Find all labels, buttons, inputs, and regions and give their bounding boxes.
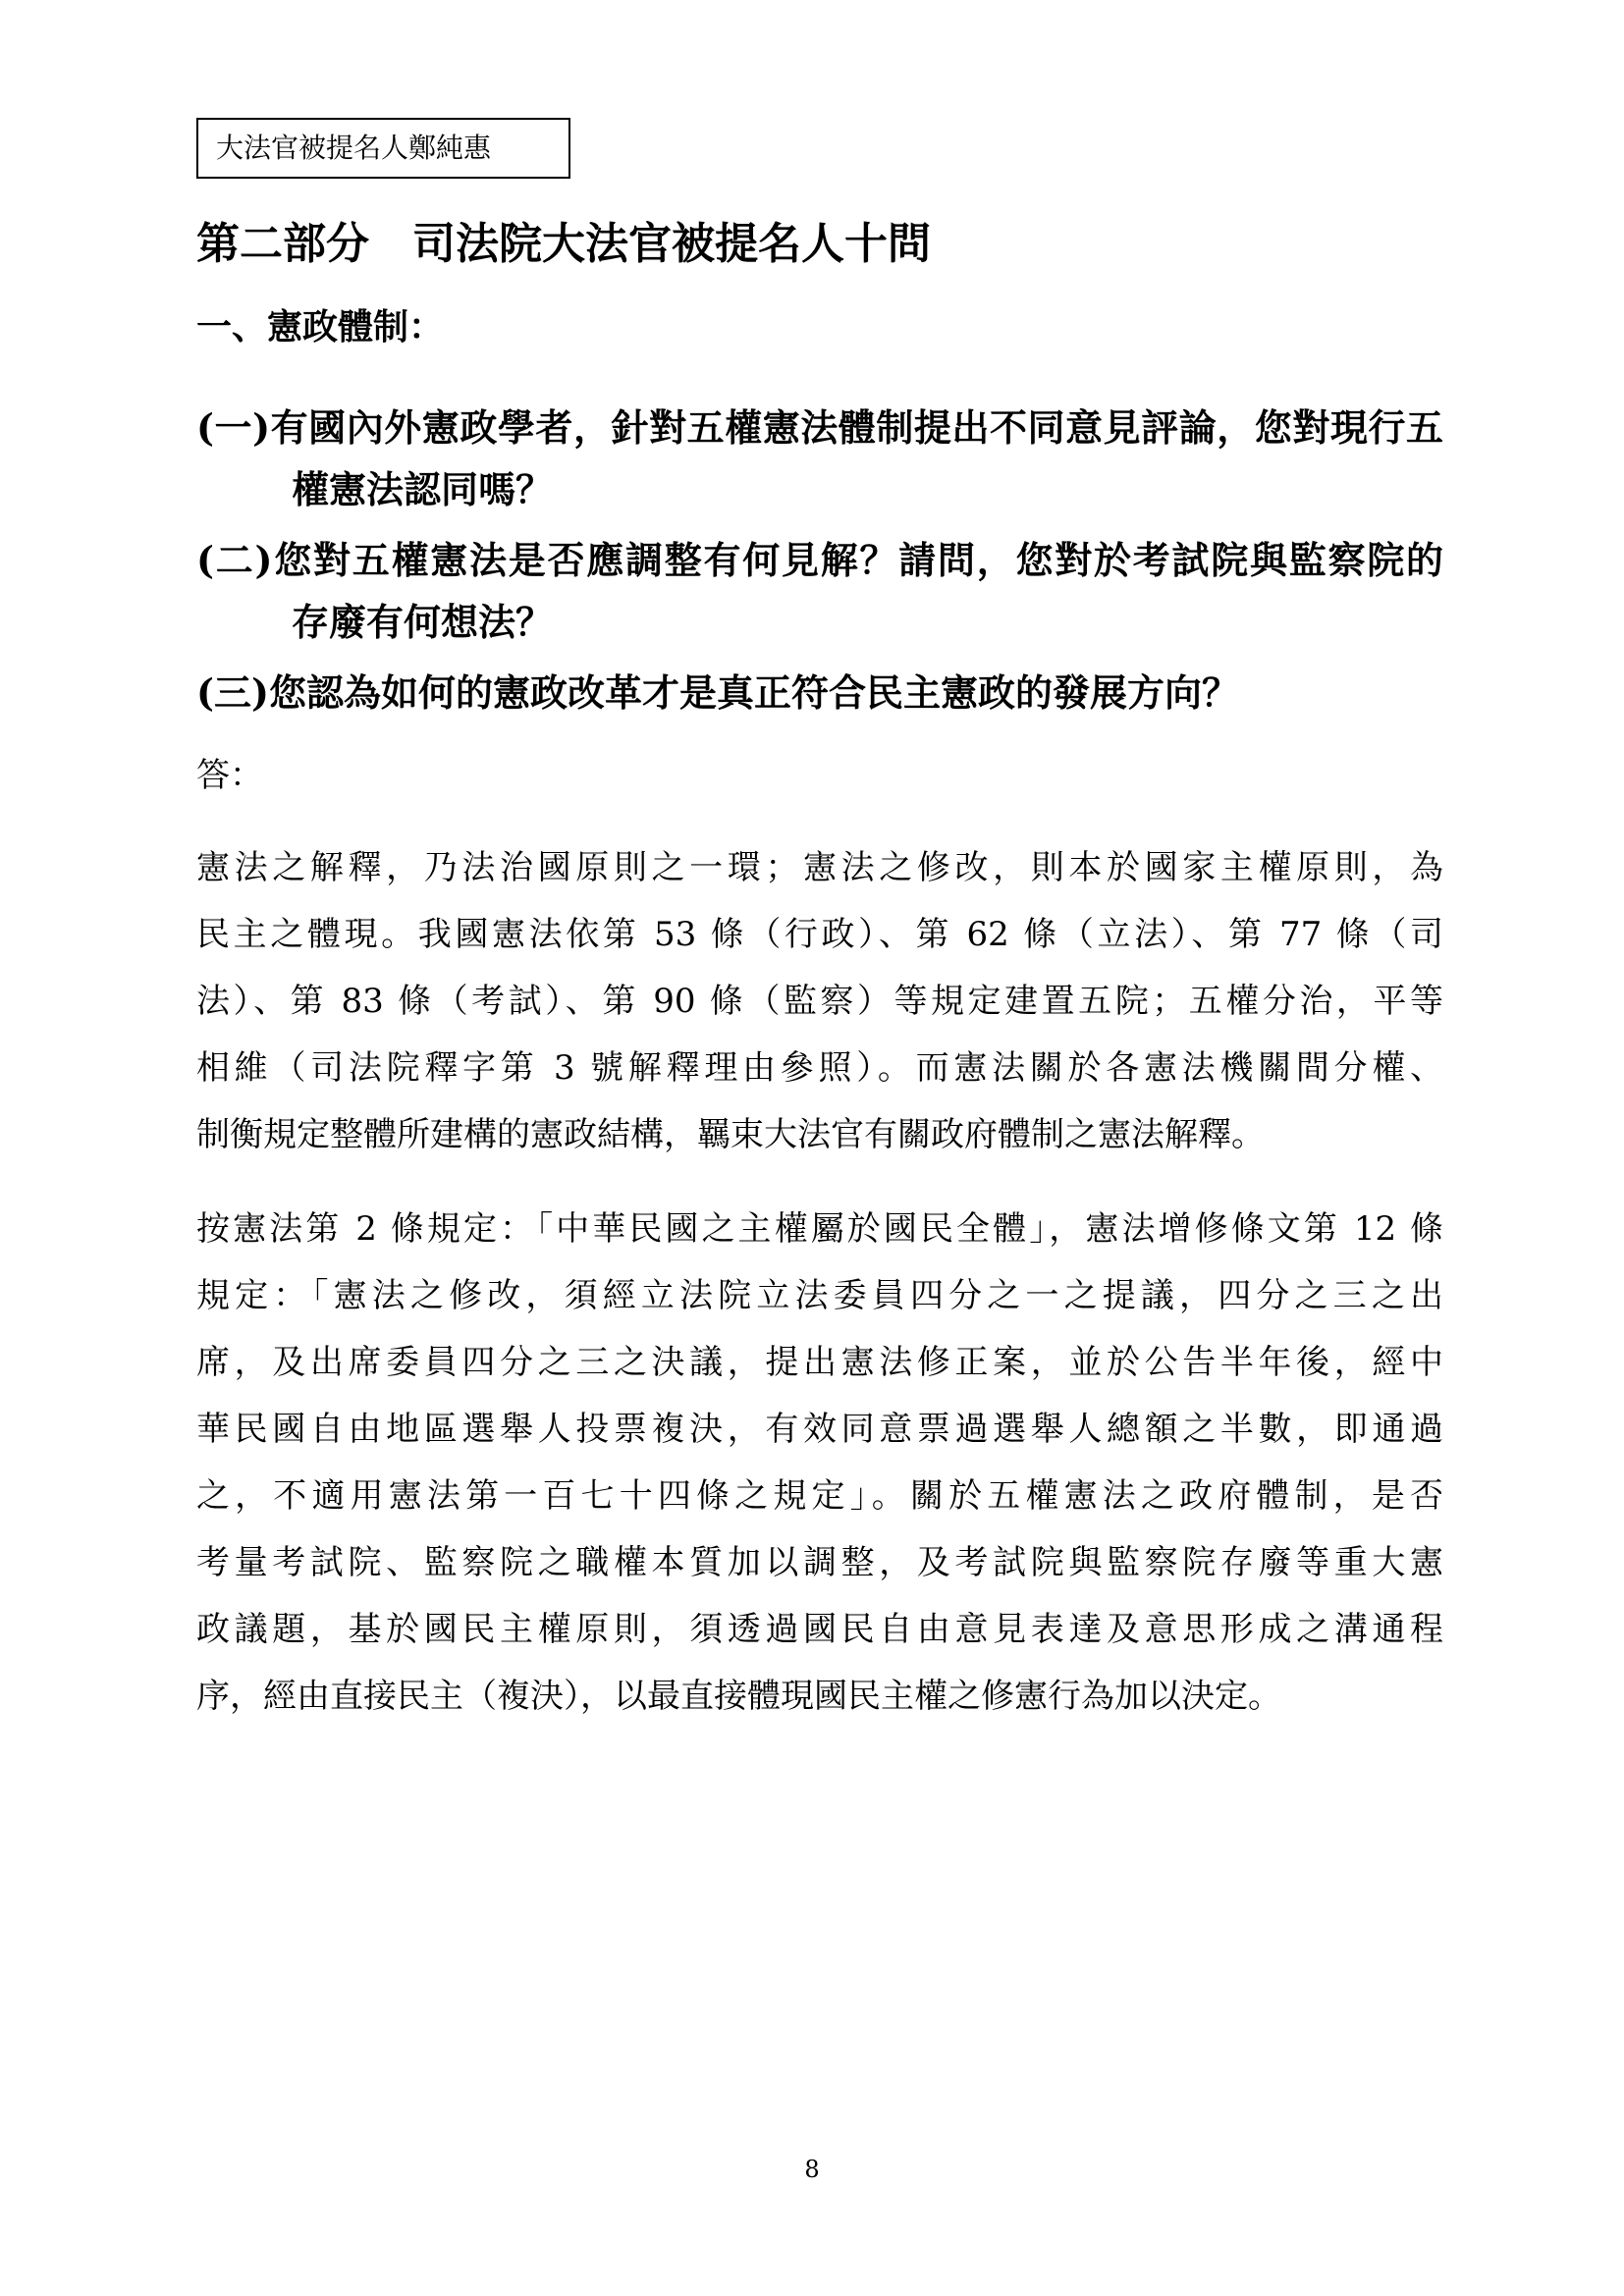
part-title: 第二部分 司法院大法官被提名人十問: [196, 219, 931, 269]
section-heading: 一、憲政體制：: [196, 306, 445, 347]
paragraph-line: 法）、第 83 條（考試）、第 90 條（監察）等規定建置五院；五權分治，平等: [196, 982, 1443, 1021]
paragraph-line: 相維（司法院釋字第 3 號解釋理由參照）。而憲法關於各憲法機關間分權、: [196, 1048, 1443, 1088]
question-2-line-1: (二)您對五權憲法是否應調整有何見解？請問，您對於考試院與監察院的: [196, 538, 1443, 582]
paragraph-line: 憲法之解釋，乃法治國原則之一環；憲法之修改，則本於國家主權原則，為: [196, 848, 1443, 887]
page-number: 8: [804, 2156, 820, 2183]
paragraph-line: 之，不適用憲法第一百七十四條之規定」。關於五權憲法之政府體制，是否: [196, 1476, 1443, 1516]
nominee-label-box: 大法官被提名人鄭純惠: [196, 118, 570, 179]
paragraph-line: 規定：「憲法之修改，須經立法院立法委員四分之一之提議，四分之三之出: [196, 1276, 1443, 1315]
paragraph-line: 按憲法第 2 條規定：「中華民國之主權屬於國民全體」，憲法增修條文第 12 條: [196, 1209, 1443, 1249]
answer-label: 答：: [196, 756, 263, 795]
paragraph-line: 序，經由直接民主（複決），以最直接體現國民主權之修憲行為加以決定。: [196, 1677, 1281, 1716]
paragraph-line: 制衡規定整體所建構的憲政結構，羈束大法官有關政府體制之憲法解釋。: [196, 1115, 1265, 1154]
paragraph-line: 席，及出席委員四分之三之決議，提出憲法修正案，並於公告半年後，經中: [196, 1343, 1443, 1382]
paragraph-line: 華民國自由地區選舉人投票複決，有效同意票過選舉人總額之半數，即通過: [196, 1410, 1443, 1449]
paragraph-line: 民主之體現。我國憲法依第 53 條（行政）、第 62 條（立法）、第 77 條（司: [196, 915, 1443, 954]
question-3: (三)您認為如何的憲政改革才是真正符合民主憲政的發展方向？: [196, 670, 1239, 715]
question-1-line-1: (一)有國內外憲政學者，針對五權憲法體制提出不同意見評論，您對現行五: [196, 405, 1443, 450]
question-2-line-2: 存廢有何想法？: [292, 600, 554, 644]
paragraph-line: 政議題，基於國民主權原則，須透過國民自由意見表達及意思形成之溝通程: [196, 1610, 1443, 1649]
paragraph-line: 考量考試院、監察院之職權本質加以調整，及考試院與監察院存廢等重大憲: [196, 1543, 1443, 1582]
question-1-line-2: 權憲法認同嗎？: [292, 467, 554, 511]
